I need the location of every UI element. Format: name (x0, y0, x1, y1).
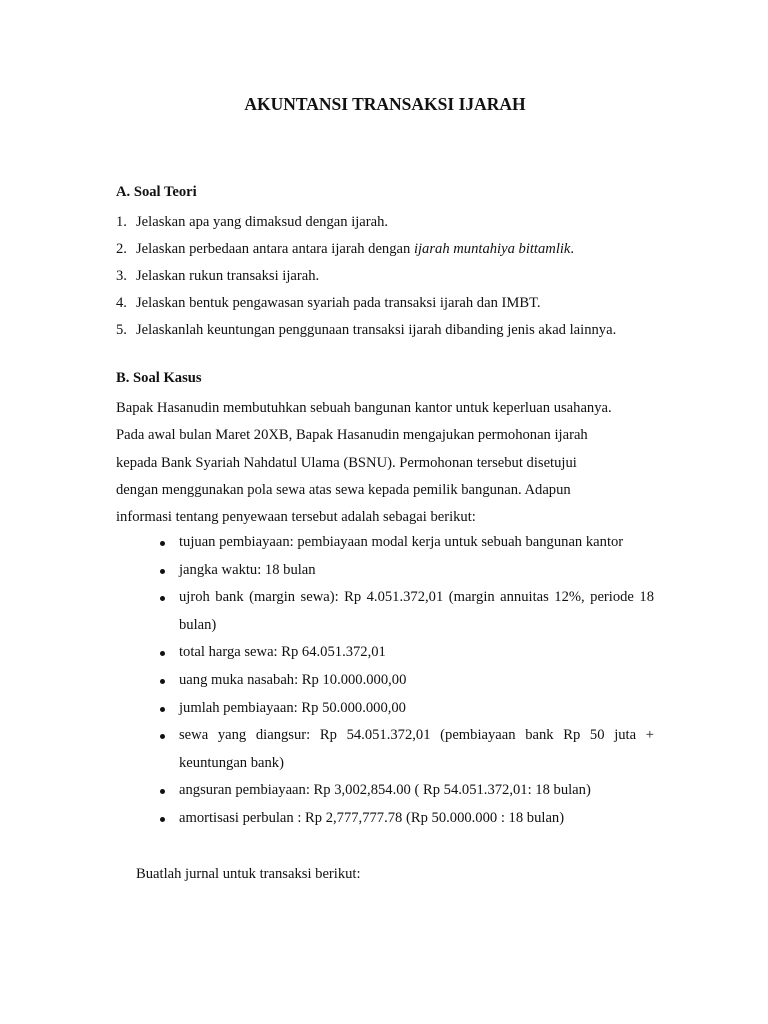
bullet-icon (160, 707, 165, 712)
list-item (116, 317, 616, 344)
item-text: tujuan pembiayaan: pembiayaan modal kerja untuk sebuah bangunan kantor (179, 534, 624, 550)
section-b-heading: B. Soal Kasus (116, 370, 202, 386)
item-text: ujroh bank (margin sewa): Rp 4.051.372,01 (margin annuitas 12%, periode 18 bulan) (179, 589, 654, 633)
list-item (116, 209, 616, 236)
list-item (116, 529, 654, 557)
list-item (116, 722, 654, 777)
item-text: Jelaskan perbedaan antara antara ijarah dengan (136, 241, 414, 257)
item-text: Jelaskan bentuk pengawasan syariah pada transaksi ijarah dan IMBT. (136, 295, 541, 311)
item-text: total harga sewa: Rp 64.051.372,01 (179, 644, 386, 661)
closing-instruction: Buatlah jurnal untuk transaksi berikut: (136, 866, 361, 882)
list-item (116, 695, 654, 723)
list-item (116, 557, 654, 585)
bullet-icon (160, 789, 165, 794)
item-number: 3. (116, 268, 127, 284)
item-text: uang muka nasabah: Rp 10.000.000,00 (179, 671, 407, 688)
case-info-list (116, 529, 654, 833)
bullet-icon (160, 596, 165, 601)
list-item (116, 584, 654, 639)
list-item (116, 236, 616, 263)
item-text: jumlah pembiayaan: Rp 50.000.000,00 (179, 699, 406, 716)
list-item (116, 805, 654, 833)
theory-question-list (116, 209, 616, 344)
list-item (116, 777, 654, 805)
item-text: Jelaskan apa yang dimaksud dengan ijarah. (136, 214, 389, 230)
case-paragraph: Bapak Hasanudin membutuhkan sebuah bangunan kantor untuk keperluan usahanya. Pada awal bulan Maret 20XB, Bapak Hasanudin mengajukan permohonan ijarah kepada Bank Syariah Nahdatul Ulama (BSNU). Permohonan tersebut disetujui dengan menggunakan pola sewa atas sewa kepada pemilik bangunan. Adapun informasi tentang penyewaan tersebut adalah sebagai berikut: (116, 400, 612, 526)
item-number: 4. (116, 295, 127, 311)
bullet-icon (160, 541, 165, 546)
item-text: Jelaskanlah keuntungan penggunaan transaksi ijarah dibanding jenis akad lainnya. (136, 322, 617, 338)
document-title: AKUNTANSI TRANSAKSI IJARAH (244, 94, 526, 114)
bullet-icon (160, 817, 165, 822)
bullet-icon (160, 651, 165, 656)
item-italic-term: ijarah muntahiya bittamlik (413, 241, 571, 257)
item-text: sewa yang diangsur: Rp 54.051.372,01 (pembiayaan bank Rp 50 juta + keuntungan bank) (179, 727, 654, 771)
section-a-heading: A. Soal Teori (116, 184, 197, 200)
item-tail: . (570, 241, 575, 257)
item-number: 5. (116, 322, 127, 338)
item-text: Jelaskan rukun transaksi ijarah. (136, 268, 320, 284)
list-item (116, 263, 616, 290)
list-item (116, 667, 654, 695)
item-text: jangka waktu: 18 bulan (179, 561, 316, 578)
bullet-icon (160, 679, 165, 684)
bullet-icon (160, 569, 165, 574)
bullet-icon (160, 734, 165, 739)
item-text: angsuran pembiayaan: Rp 3,002,854.00 ( Rp 54.051.372,01: 18 bulan) (179, 782, 591, 799)
item-number: 1. (116, 214, 127, 230)
item-number: 2. (116, 241, 127, 257)
item-text: amortisasi perbulan : Rp 2,777,777.78 (Rp 50.000.000 : 18 bulan) (179, 809, 565, 826)
list-item (116, 639, 654, 667)
list-item (116, 290, 616, 317)
